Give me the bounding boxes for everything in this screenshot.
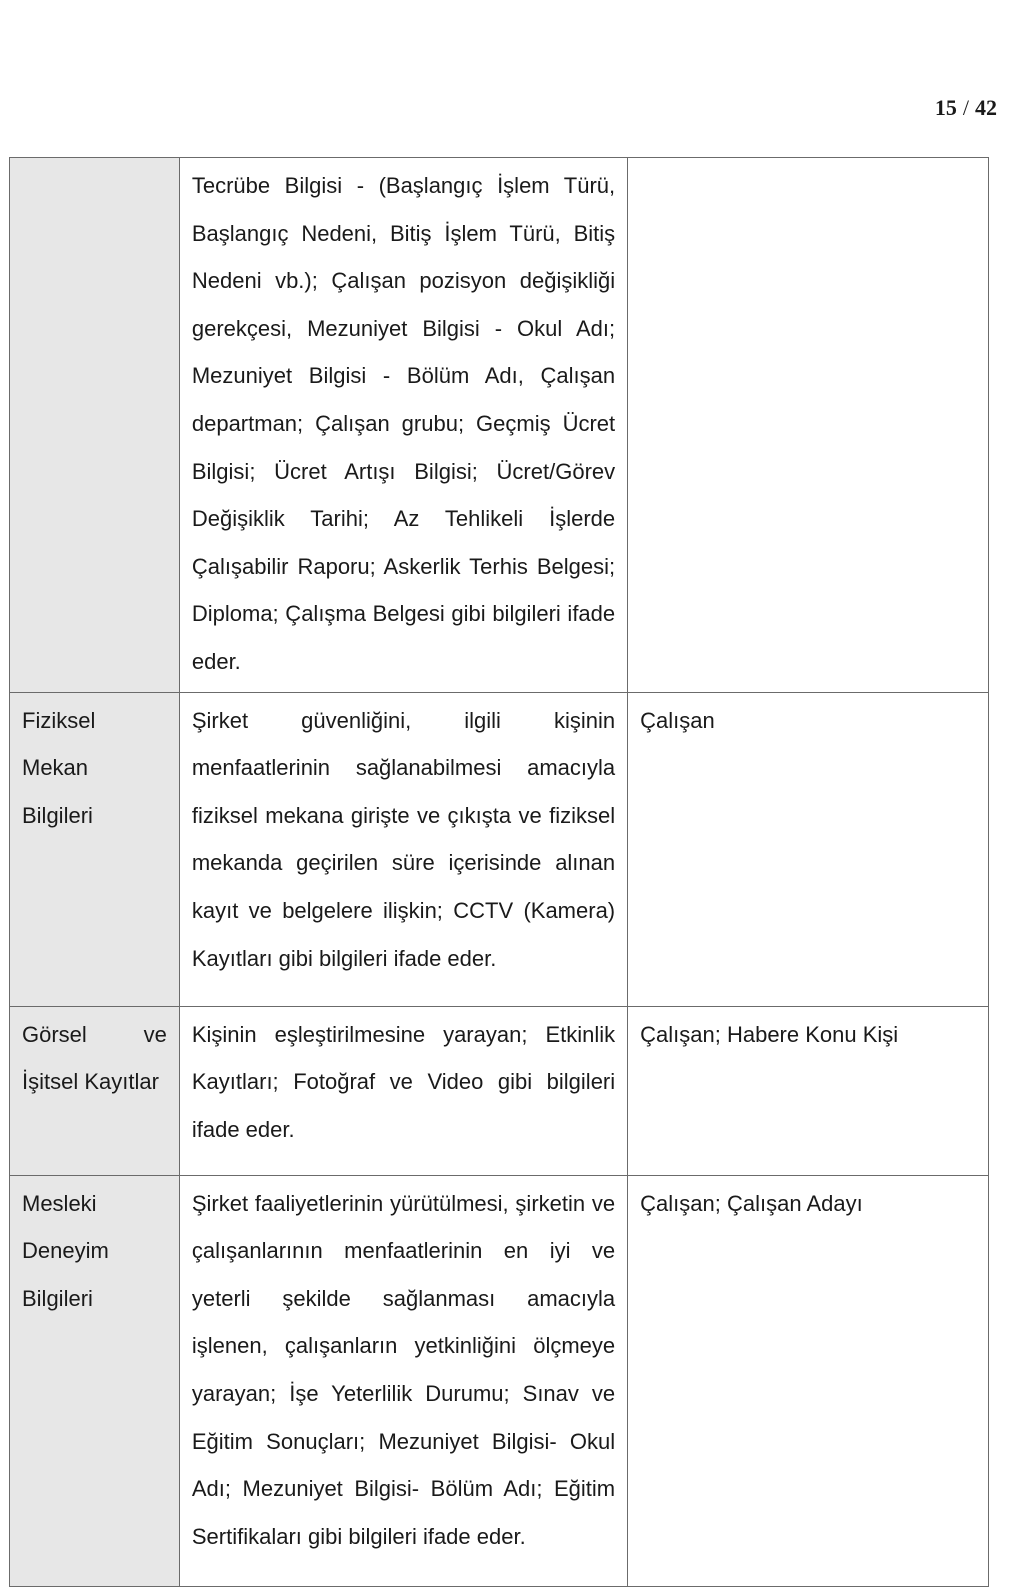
subject-cell <box>628 692 989 1006</box>
subject-text: Çalışan; Çalışan Adayı <box>640 1190 863 1216</box>
personal-data-table <box>9 157 989 1587</box>
page-separator: / <box>962 95 969 120</box>
category-label <box>10 1176 179 1329</box>
description-text: Şirket güvenliğini, ilgili kişinin menfaatlerinin sağlanabilmesi amacıyla fiziksel mekana girişte ve çıkışta ve fiziksel mekanda geçirilen süre içerisinde alınan kayıt ve belgelere ilişkin; CCTV (Kamera) Kayıtları gibi bilgileri ifade eder. <box>191 707 616 971</box>
description-text: Tecrübe Bilgisi - (Başlangıç İşlem Türü, Başlangıç Nedeni, Bitiş İşlem Türü, Bitiş Nedeni vb.); Çalışan pozisyon değişikliği gerekçesi, Mezuniyet Bilgisi - Okul Adı; Mezuniyet Bilgisi - Bölüm Adı, Çalışan departman; Çalışan grubu; Geçmiş Ücret Bilgisi; Ücret Artışı Bilgisi; Ücret/Görev Değişiklik Tarihi; Az Tehlikeli İşlerde Çalışabilir Raporu; Askerlik Terhis Belgesi; Diploma; Çalışma Belgesi gibi bilgileri ifade eder. <box>191 173 616 674</box>
subject-text: Çalışan; Habere Konu Kişi <box>640 1021 899 1047</box>
category-label-line: İşitsel Kayıtlar <box>22 1069 159 1095</box>
description-text: Kişinin eşleştirilmesine yarayan; Etkinlik Kayıtları; Fotoğraf ve Video gibi bilgileri ifade eder. <box>191 1021 616 1142</box>
page-total: 42 <box>975 95 997 120</box>
table-row <box>10 1006 989 1175</box>
category-cell <box>10 692 180 1006</box>
category-label-line: Bilgileri <box>22 1285 93 1311</box>
description-text: Şirket faaliyetlerinin yürütülmesi, şirketin ve çalışanlarının menfaatlerinin en iyi ve yeterli şekilde sağlanması amacıyla işlenen, çalışanların yetkinliğini ölçmeye yarayan; İşe Yeterlilik Durumu; Sınav ve Eğitim Sonuçları; Mezuniyet Bilgisi- Okul Adı; Mezuniyet Bilgisi- Bölüm Adı; Eğitim Sertifikaları gibi bilgileri ifade eder. <box>191 1190 616 1549</box>
description-cell <box>179 1175 627 1586</box>
page-current: 15 <box>934 95 957 120</box>
category-cell <box>10 1175 180 1586</box>
table-row <box>10 158 989 693</box>
category-label-line: Bilgileri <box>22 802 93 828</box>
table-row <box>10 692 989 1006</box>
subject-text: Çalışan <box>640 707 715 733</box>
subject-text <box>628 158 988 168</box>
table-row <box>10 1175 989 1586</box>
category-label-line: Deneyim <box>22 1238 109 1264</box>
category-cell <box>10 1006 180 1175</box>
subject-cell <box>628 1175 989 1586</box>
category-label-line: Görsel ve <box>22 1021 167 1047</box>
category-label <box>10 158 179 168</box>
category-cell <box>10 158 180 693</box>
description-cell <box>179 692 627 1006</box>
category-label <box>10 693 179 846</box>
category-label-line: Fiziksel <box>22 707 96 733</box>
description-cell <box>179 1006 627 1175</box>
page-number <box>935 95 997 121</box>
subject-cell <box>628 1006 989 1175</box>
category-label <box>10 1007 179 1112</box>
description-cell <box>179 158 627 693</box>
category-label-line: Mesleki <box>22 1190 97 1216</box>
subject-cell <box>628 158 989 693</box>
category-label-line: Mekan <box>22 755 89 781</box>
